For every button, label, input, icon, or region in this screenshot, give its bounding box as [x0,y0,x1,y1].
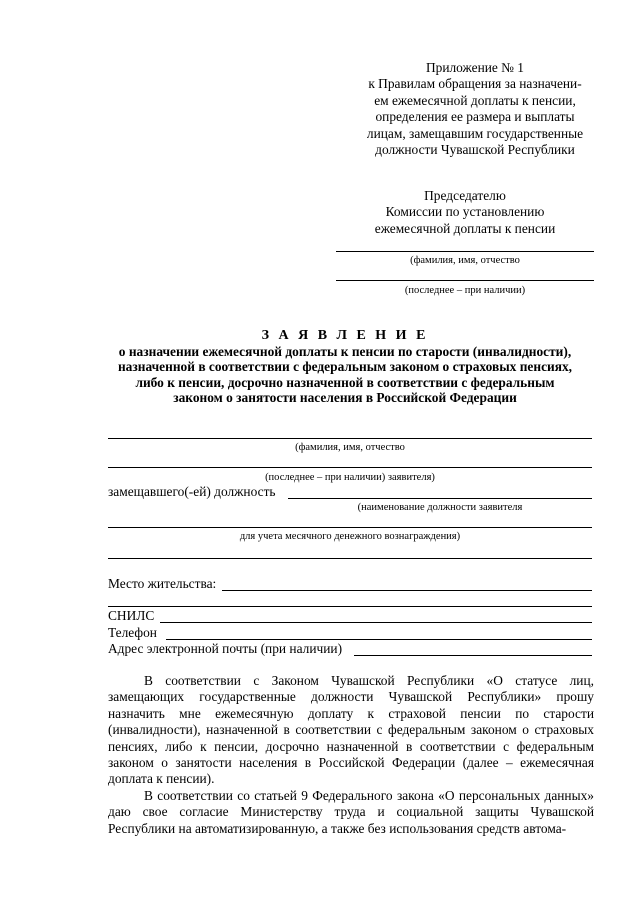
position-line-3[interactable] [108,558,592,559]
body-paragraph-1: В соответствии с Законом Чувашской Республики «О статусе лиц, замещающих государственные должности Чувашской Республики» прошу назначить мне ежемесячную доплату к страховой пенсии по старости (инвалидности), назначенной в соответствии с федеральным законом о страховых пенсиях, либо к пенсии, досрочно назначенной в соответствии с федеральным законом о занятости населения в Российской Федерации (далее – ежемесячная доплата к пенсии). [108,673,594,787]
phone-label: Телефон [108,625,157,640]
body-text [108,673,594,837]
heading-line-1: о назначении ежемесячной доплаты к пенсии по старости (инвалидности), [118,343,572,359]
appendix-line-5: должности Чувашской Республики [375,142,575,158]
salary-hint: для учета месячного денежного вознаграждения) [239,531,461,542]
document-title: З А Я В Л Е Н И Е [261,328,429,343]
addressee-block [330,188,600,237]
position-hint: (наименование должности заявителя [357,502,523,513]
appendix-title: Приложение № 1 [425,60,525,75]
appendix-block [348,60,602,158]
applicant-fio-line[interactable] [108,438,592,439]
addressee-line-1: Председателю [424,188,506,203]
addressee-fio-line[interactable] [336,251,594,252]
residence-label: Место жительства: [108,576,217,591]
addressee-last-line[interactable] [336,280,594,281]
position-line-2[interactable] [108,527,592,528]
addressee-line-2: Комиссии по установлению [385,204,545,220]
phone-line[interactable] [166,639,592,640]
appendix-line-4: лицам, замещавшим государственные [366,125,584,141]
position-label: замещавшего(-ей) должность [108,484,276,499]
applicant-last-hint: (последнее – при наличии) заявителя) [265,472,435,483]
body-paragraph-2: В соответствии со статьей 9 Федерального закона «О персональных данных» даю свое согласие Министерству труда и социальной защиты Чувашской Республики на автоматизированную, а также без использования средств автома- [108,787,594,836]
heading-line-3: либо к пенсии, досрочно назначенной в соответствии с федеральным [135,374,555,390]
appendix-line-2: ем ежемесячной доплаты к пенсии, [374,92,576,108]
snils-line[interactable] [160,622,592,623]
appendix-line-3: определения ее размера и выплаты [375,109,575,125]
applicant-last-line[interactable] [108,467,592,468]
heading-line-4: законом о занятости населения в Российской Федерации [173,390,517,406]
email-line[interactable] [354,655,592,656]
addressee-fio-hint: (фамилия, имя, отчество [410,255,520,266]
snils-label: СНИЛС [108,608,155,623]
residence-line[interactable] [222,590,592,591]
email-label: Адрес электронной почты (при наличии) [108,641,343,656]
appendix-line-1: к Правилам обращения за назначени- [368,76,582,92]
position-line[interactable] [288,498,592,499]
heading-line-2: назначенной в соответствии с федеральным законом о страховых пенсиях, [117,359,573,375]
residence-line-2[interactable] [108,606,592,607]
document-heading [100,328,590,406]
addressee-last-hint: (последнее – при наличии) [404,285,526,296]
addressee-line-3: ежемесячной доплаты к пенсии [374,220,556,236]
applicant-fio-hint: (фамилия, имя, отчество [295,442,405,453]
